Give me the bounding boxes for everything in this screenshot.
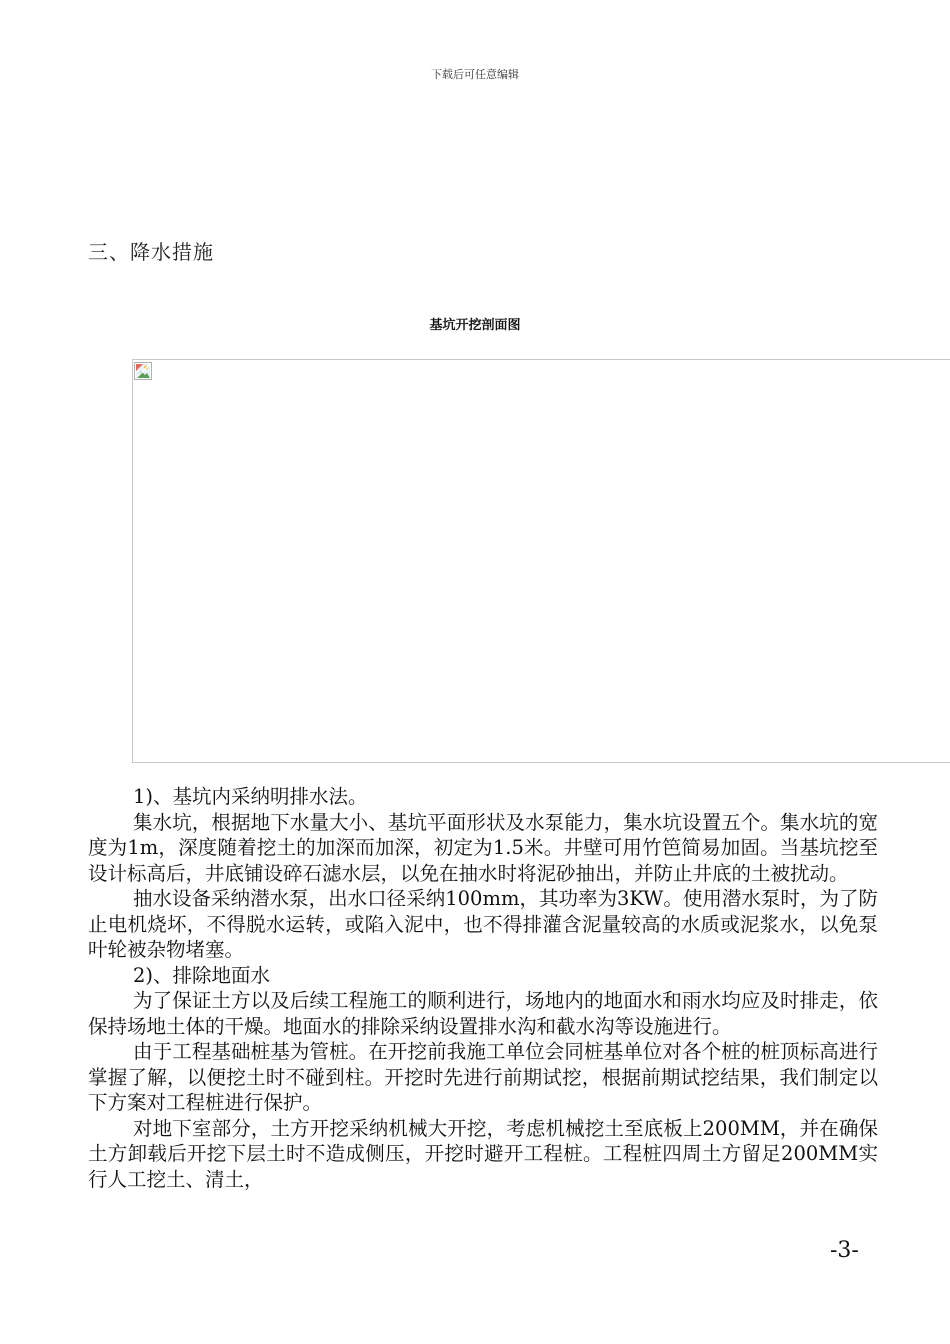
paragraph-pump-equipment: 抽水设备采纳潜水泵，出水口径采纳100mm，其功率为3KW。使用潜水泵时，为了防止电机烧坏，不得脱水运转，或陷入泥中，也不得排灌含泥量较高的水质或泥浆水，以免泵叶轮被杂物堵塞。 <box>88 887 878 961</box>
figure-caption: 基坑开挖剖面图 <box>429 318 521 333</box>
figure-placeholder <box>132 359 950 763</box>
paragraph-surface-water: 为了保证土方以及后续工程施工的顺利进行，场地内的地面水和雨水均应及时排走，依保持场地土体的干燥。地面水的排除采纳设置排水沟和截水沟等设施进行。 <box>88 989 878 1038</box>
body-text <box>88 784 878 1192</box>
subsection-heading-2: 2)、排除地面水 <box>133 963 271 987</box>
paragraph-pile-protection: 由于工程基础桩基为管桩。在开挖前我施工单位会同桩基单位对各个桩的桩顶标高进行掌握了解，以便挖土时不碰到柱。开挖时先进行前期试挖，根据前期试挖结果，我们制定以下方案对工程桩进行保护。 <box>88 1040 878 1114</box>
paragraph-sump-pit: 集水坑，根据地下水量大小、基坑平面形状及水泵能力，集水坑设置五个。集水坑的宽度为1m，深度随着挖土的加深而加深，初定为1.5米。井壁可用竹笆简易加固。当基坑挖至设计标高后，井底铺设碎石滤水层，以免在抽水时将泥砂抽出，并防止井底的土被扰动。 <box>88 810 878 885</box>
section-heading: 三、降水措施 <box>88 240 214 264</box>
broken-image-icon <box>134 362 152 380</box>
paragraph-basement-excavation: 对地下室部分，土方开挖采纳机械大开挖，考虑机械挖土至底板上200MM，并在确保土方卸载后开挖下层土时不造成侧压，开挖时避开工程桩。工程桩四周土方留足200MM实行人工挖土、清土， <box>88 1116 878 1191</box>
header-note: 下载后可任意编辑 <box>431 68 519 81</box>
subsection-heading-1: 1)、基坑内采纳明排水法。 <box>133 785 368 808</box>
page-number: -3- <box>830 1238 859 1263</box>
